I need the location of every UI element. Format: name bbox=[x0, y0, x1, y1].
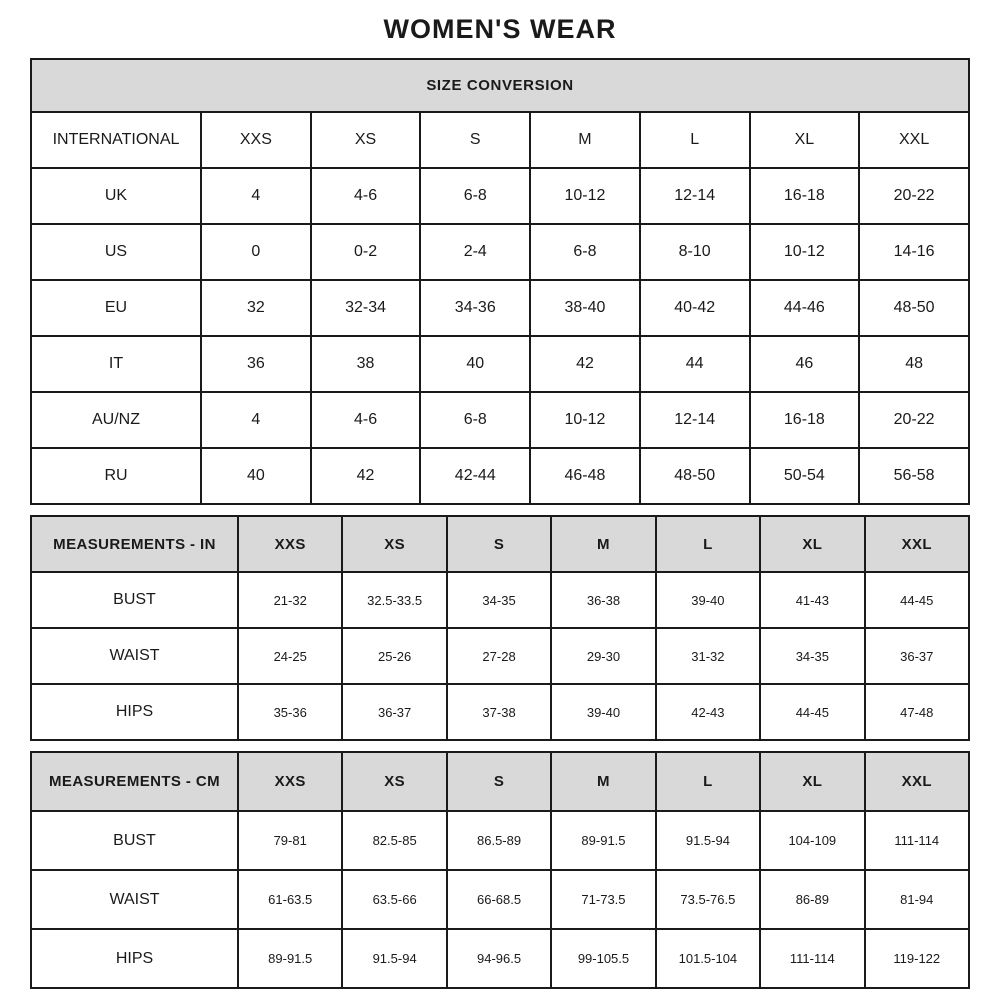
measurements-cm-row bbox=[31, 870, 969, 929]
size-conversion-value: 6-8 bbox=[530, 224, 640, 280]
measurements-cm-value: 79-81 bbox=[238, 811, 342, 870]
measurements-in-row bbox=[31, 684, 969, 740]
size-conversion-value: 32 bbox=[201, 280, 311, 336]
measurements-cm-label: HIPS bbox=[31, 929, 238, 988]
measurements-in-value: 32.5-33.5 bbox=[342, 572, 446, 628]
measurements-in-value: 25-26 bbox=[342, 628, 446, 684]
measurements-cm-value: 111-114 bbox=[865, 811, 969, 870]
measurements-in-row bbox=[31, 628, 969, 684]
measurements-cm-row bbox=[31, 929, 969, 988]
size-conversion-value: 8-10 bbox=[640, 224, 750, 280]
size-conversion-label: EU bbox=[31, 280, 201, 336]
measurements-cm-value: 94-96.5 bbox=[447, 929, 551, 988]
measurements-in-table bbox=[30, 515, 970, 741]
measurements-in-value: 35-36 bbox=[238, 684, 342, 740]
measurements-cm-value: 89-91.5 bbox=[551, 811, 655, 870]
size-conversion-value: 12-14 bbox=[640, 392, 750, 448]
measurements-cm-value: 119-122 bbox=[865, 929, 969, 988]
size-conversion-header: SIZE CONVERSION bbox=[31, 59, 969, 112]
measurements-in-size: S bbox=[447, 516, 551, 572]
size-conversion-label: UK bbox=[31, 168, 201, 224]
measurements-in-value: 39-40 bbox=[551, 684, 655, 740]
size-conversion-value: 40-42 bbox=[640, 280, 750, 336]
size-conversion-row bbox=[31, 448, 969, 504]
measurements-in-value: 36-37 bbox=[342, 684, 446, 740]
measurements-cm-value: 86.5-89 bbox=[447, 811, 551, 870]
measurements-in-value: 37-38 bbox=[447, 684, 551, 740]
size-conversion-column-size: S bbox=[420, 112, 530, 168]
size-conversion-value: 12-14 bbox=[640, 168, 750, 224]
measurements-cm-value: 99-105.5 bbox=[551, 929, 655, 988]
size-conversion-value: 4 bbox=[201, 168, 311, 224]
measurements-cm-value: 86-89 bbox=[760, 870, 864, 929]
size-conversion-column-size: XXL bbox=[859, 112, 969, 168]
measurements-cm-value: 66-68.5 bbox=[447, 870, 551, 929]
size-conversion-value: 42 bbox=[530, 336, 640, 392]
measurements-in-value: 36-38 bbox=[551, 572, 655, 628]
measurements-in-value: 24-25 bbox=[238, 628, 342, 684]
size-conversion-value: 4 bbox=[201, 392, 311, 448]
measurements-in-value: 29-30 bbox=[551, 628, 655, 684]
measurements-cm-size: XXS bbox=[238, 752, 342, 811]
measurements-cm-value: 81-94 bbox=[865, 870, 969, 929]
measurements-cm-header: MEASUREMENTS - CM bbox=[31, 752, 238, 811]
size-conversion-value: 44-46 bbox=[750, 280, 860, 336]
size-conversion-row bbox=[31, 392, 969, 448]
size-conversion-value: 20-22 bbox=[859, 392, 969, 448]
measurements-in-size: XXS bbox=[238, 516, 342, 572]
size-conversion-value: 10-12 bbox=[750, 224, 860, 280]
measurements-in-row bbox=[31, 572, 969, 628]
size-conversion-value: 20-22 bbox=[859, 168, 969, 224]
size-conversion-value: 36 bbox=[201, 336, 311, 392]
size-conversion-value: 34-36 bbox=[420, 280, 530, 336]
size-conversion-value: 10-12 bbox=[530, 392, 640, 448]
size-conversion-value: 42 bbox=[311, 448, 421, 504]
size-conversion-value: 46-48 bbox=[530, 448, 640, 504]
measurements-cm-label: WAIST bbox=[31, 870, 238, 929]
size-conversion-row bbox=[31, 280, 969, 336]
measurements-in-value: 34-35 bbox=[447, 572, 551, 628]
size-conversion-column-size: XXS bbox=[201, 112, 311, 168]
measurements-cm-value: 82.5-85 bbox=[342, 811, 446, 870]
size-conversion-value: 48-50 bbox=[859, 280, 969, 336]
measurements-cm-size: XS bbox=[342, 752, 446, 811]
measurements-in-value: 44-45 bbox=[865, 572, 969, 628]
measurements-in-body bbox=[31, 572, 969, 740]
measurements-in-label: HIPS bbox=[31, 684, 238, 740]
size-conversion-label: US bbox=[31, 224, 201, 280]
size-conversion-column-label: INTERNATIONAL bbox=[31, 112, 201, 168]
measurements-in-value: 39-40 bbox=[656, 572, 760, 628]
measurements-cm-value: 61-63.5 bbox=[238, 870, 342, 929]
measurements-in-value: 36-37 bbox=[865, 628, 969, 684]
size-conversion-header-row bbox=[31, 59, 969, 112]
size-conversion-row bbox=[31, 224, 969, 280]
measurements-cm-body bbox=[31, 811, 969, 988]
size-conversion-value: 16-18 bbox=[750, 168, 860, 224]
measurements-cm-value: 89-91.5 bbox=[238, 929, 342, 988]
size-conversion-value: 6-8 bbox=[420, 168, 530, 224]
size-conversion-value: 56-58 bbox=[859, 448, 969, 504]
measurements-in-value: 21-32 bbox=[238, 572, 342, 628]
measurements-cm-size: L bbox=[656, 752, 760, 811]
size-conversion-value: 0 bbox=[201, 224, 311, 280]
measurements-in-size: M bbox=[551, 516, 655, 572]
size-conversion-value: 46 bbox=[750, 336, 860, 392]
measurements-in-size: XS bbox=[342, 516, 446, 572]
measurements-in-value: 44-45 bbox=[760, 684, 864, 740]
measurements-in-value: 42-43 bbox=[656, 684, 760, 740]
measurements-in-size: XXL bbox=[865, 516, 969, 572]
measurements-cm-header-row bbox=[31, 752, 969, 811]
measurements-cm-size: XXL bbox=[865, 752, 969, 811]
size-conversion-value: 40 bbox=[201, 448, 311, 504]
size-conversion-label: RU bbox=[31, 448, 201, 504]
measurements-cm-row bbox=[31, 811, 969, 870]
measurements-cm-value: 91.5-94 bbox=[656, 811, 760, 870]
measurements-in-size: XL bbox=[760, 516, 864, 572]
size-conversion-value: 4-6 bbox=[311, 392, 421, 448]
measurements-in-value: 41-43 bbox=[760, 572, 864, 628]
measurements-cm-value: 101.5-104 bbox=[656, 929, 760, 988]
measurements-cm-value: 73.5-76.5 bbox=[656, 870, 760, 929]
size-conversion-row bbox=[31, 336, 969, 392]
measurements-cm-table bbox=[30, 751, 970, 989]
measurements-in-label: WAIST bbox=[31, 628, 238, 684]
measurements-cm-value: 91.5-94 bbox=[342, 929, 446, 988]
size-conversion-value: 16-18 bbox=[750, 392, 860, 448]
measurements-cm-value: 63.5-66 bbox=[342, 870, 446, 929]
size-conversion-value: 14-16 bbox=[859, 224, 969, 280]
measurements-in-value: 31-32 bbox=[656, 628, 760, 684]
measurements-cm-size: S bbox=[447, 752, 551, 811]
size-conversion-column-size: L bbox=[640, 112, 750, 168]
measurements-in-size: L bbox=[656, 516, 760, 572]
size-conversion-value: 42-44 bbox=[420, 448, 530, 504]
size-conversion-value: 32-34 bbox=[311, 280, 421, 336]
size-conversion-value: 6-8 bbox=[420, 392, 530, 448]
measurements-cm-label: BUST bbox=[31, 811, 238, 870]
measurements-cm-value: 104-109 bbox=[760, 811, 864, 870]
size-conversion-label: AU/NZ bbox=[31, 392, 201, 448]
size-conversion-body bbox=[31, 168, 969, 504]
size-conversion-value: 50-54 bbox=[750, 448, 860, 504]
measurements-in-label: BUST bbox=[31, 572, 238, 628]
size-conversion-value: 38-40 bbox=[530, 280, 640, 336]
measurements-cm-size: M bbox=[551, 752, 655, 811]
measurements-in-value: 47-48 bbox=[865, 684, 969, 740]
size-conversion-value: 2-4 bbox=[420, 224, 530, 280]
size-conversion-value: 4-6 bbox=[311, 168, 421, 224]
size-conversion-table bbox=[30, 58, 970, 505]
size-conversion-column-size: XS bbox=[311, 112, 421, 168]
measurements-cm-value: 111-114 bbox=[760, 929, 864, 988]
measurements-in-header-row bbox=[31, 516, 969, 572]
size-conversion-column-size: M bbox=[530, 112, 640, 168]
size-conversion-column-size: XL bbox=[750, 112, 860, 168]
size-conversion-row bbox=[31, 168, 969, 224]
size-conversion-value: 10-12 bbox=[530, 168, 640, 224]
size-conversion-value: 0-2 bbox=[311, 224, 421, 280]
measurements-in-value: 27-28 bbox=[447, 628, 551, 684]
size-conversion-value: 38 bbox=[311, 336, 421, 392]
measurements-in-value: 34-35 bbox=[760, 628, 864, 684]
page-title: WOMEN'S WEAR bbox=[383, 14, 617, 44]
measurements-cm-size: XL bbox=[760, 752, 864, 811]
measurements-cm-value: 71-73.5 bbox=[551, 870, 655, 929]
size-conversion-value: 48-50 bbox=[640, 448, 750, 504]
size-conversion-value: 40 bbox=[420, 336, 530, 392]
size-conversion-value: 48 bbox=[859, 336, 969, 392]
size-conversion-columns-row bbox=[31, 112, 969, 168]
size-conversion-label: IT bbox=[31, 336, 201, 392]
measurements-in-header: MEASUREMENTS - IN bbox=[31, 516, 238, 572]
size-conversion-value: 44 bbox=[640, 336, 750, 392]
